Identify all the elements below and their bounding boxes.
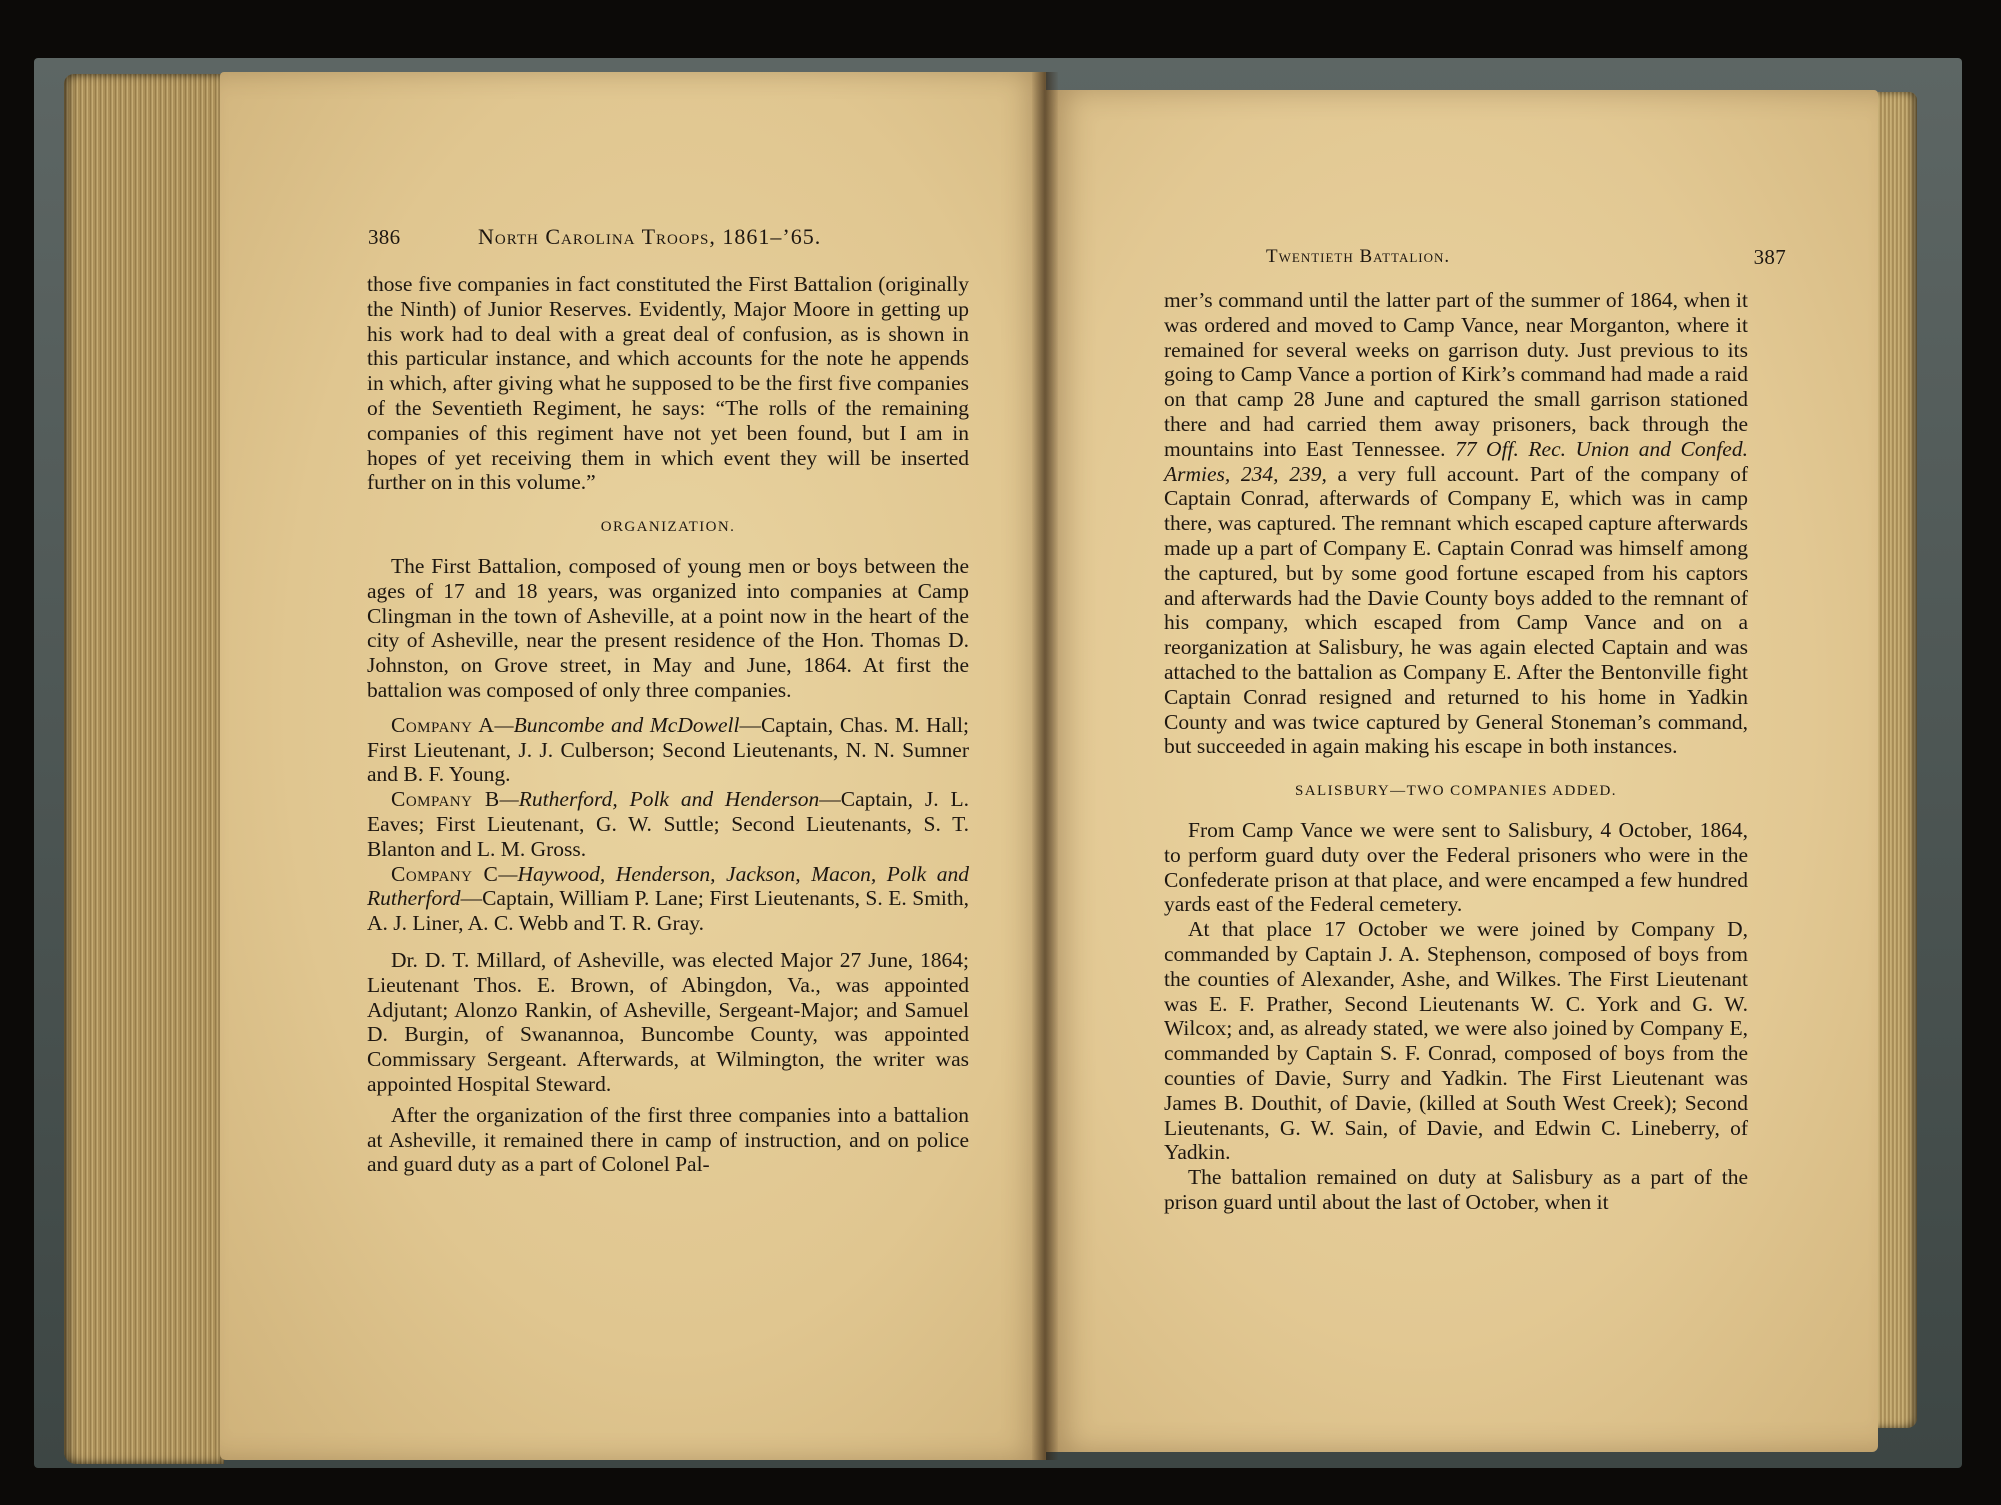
organization-paragraph: The First Battalion, composed of young men or boys between the ages of 17 and 18 years, was organized into companies at Camp Clingman in the town of Asheville, at a point now in the heart of the city of Asheville, near the present residence of the Hon. Thomas D. Johnston, on Grove street, in May and June, 1864. At first the battalion was composed of only three companies.	[367, 553, 969, 702]
record-citation: 77 Off. Rec. Union and Confed. Armies, 234, 239,	[1164, 436, 1748, 486]
left-page-edges	[64, 74, 224, 1464]
paragraph-text: mer’s command until the latter part of the summer of 1864, when it was ordered and moved to Camp Vance, near Morganton, where it remained for several weeks on garrison duty. Just previous to its going to Camp Vance a portion of Kirk’s command had made a raid on that camp 28 June and captured the small garrison stationed there and had carried them away prisoners, back through the mountains into East Tennessee.	[1164, 288, 1748, 461]
company-entry	[367, 713, 969, 787]
staff-paragraph: Dr. D. T. Millard, of Asheville, was elected Major 27 June, 1864; Lieutenant Thos. E. Brown, of Abingdon, Va., was appointed Adjutant; Alonzo Rankin, of Asheville, Sergeant-Major; and Samuel D. Burgin, of Swanannoa, Buncombe County, was appointed Commissary Sergeant. Afterwards, at Wilmington, the writer was appointed Hospital Steward.	[367, 947, 969, 1096]
right-page-body	[1164, 288, 1748, 1215]
continuation-paragraph	[1164, 288, 1748, 759]
left-page-body	[367, 272, 969, 1177]
left-page-number: 386	[368, 225, 401, 249]
closing-paragraph: After the organization of the first three companies into a battalion at Asheville, it remained there in camp of instruction, and on police and guard duty as a part of Colonel Pal-	[367, 1102, 969, 1177]
section-heading-organization: ORGANIZATION.	[600, 519, 736, 536]
company-roster	[367, 713, 969, 936]
companies-joined-paragraph: At that place 17 October we were joined by Company D, commanded by Captain J. A. Stephenson, composed of boys from the counties of Alexander, Ashe, and Wilkes. The First Lieutenant was E. F. Prather, Second Lieutenants W. C. York and G. W. Wilcox; and, as already stated, we were also joined by Company E, commanded by Captain S. F. Conrad, composed of boys from the counties of Davie, Surry and Yadkin. The First Lieutenant was James B. Douthit, of Davie, (killed at South West Creek); Second Lieutenants, G. W. Sain, of Davie, and Edwin C. Lineberry, of Yadkin.	[1164, 917, 1748, 1165]
left-page	[220, 72, 1046, 1460]
company-counties: —Rutherford, Polk and Henderson	[499, 787, 820, 812]
right-page	[1046, 90, 1878, 1452]
left-page-header	[368, 220, 1040, 254]
right-page-header	[1266, 240, 1786, 274]
company-entry	[367, 862, 969, 936]
company-counties: —Buncombe and McDowell	[494, 712, 740, 737]
company-counties: —Haywood, Henderson, Jackson, Macon, Polk and Rutherford	[367, 861, 969, 911]
company-officers: —Captain, William P. Lane; First Lieutenants, S. E. Smith, A. J. Liner, A. C. Webb and T. R. Gray.	[367, 886, 969, 936]
right-page-number: 387	[1753, 245, 1786, 269]
company-label: Company C	[391, 861, 499, 886]
paragraph-text: a very full account. Part of the company of Captain Conrad, afterwards of Company E, which was in camp there, was captured. The remnant which escaped capture afterwards made up a part of Company E. Captain Conrad was himself among the captured, but by some good fortune escaped from his captors and afterwards had the Davie County boys added to the remnant of his company, which escaped from Camp Vance and on a reorganization at Salisbury, he was again elected Captain and was attached to the battalion as Company E. After the Bentonville fight Captain Conrad resigned and returned to his home in Yadkin County and was twice captured by General Stoneman’s command, but succeeded in again making his escape in both instances.	[1164, 461, 1748, 759]
company-label: Company A	[391, 712, 495, 737]
right-page-edges	[1875, 92, 1917, 1428]
book-gutter	[1032, 72, 1058, 1460]
company-entry	[367, 787, 969, 861]
company-officers: —Captain, J. L. Eaves; First Lieutenant, G. W. Suttle; Second Lieutenants, S. T. Blanton and L. M. Gross.	[367, 787, 969, 861]
left-running-head: North Carolina Troops, 1861–’65.	[478, 224, 822, 249]
salisbury-paragraph: From Camp Vance we were sent to Salisbury, 4 October, 1864, to perform guard duty over the Federal prisoners who were in the Confederate prison at that place, and were encamped a few hundred yards east of the Federal cemetery.	[1164, 817, 1748, 917]
section-heading-salisbury: SALISBURY—TWO COMPANIES ADDED.	[1295, 783, 1617, 800]
company-officers: —Captain, Chas. M. Hall; First Lieutenant, J. J. Culberson; Second Lieutenants, N. N. Sumner and B. F. Young.	[367, 712, 969, 787]
right-running-head: Twentieth Battalion.	[1266, 246, 1451, 267]
opening-paragraph: those five companies in fact constituted the First Battalion (originally the Ninth) of Junior Reserves. Evidently, Major Moore in getting up his work had to deal with a great deal of confusion, as is shown in this particular instance, and which accounts for the note he appends in which, after giving what he supposed to be the first five companies of the Seventieth Regiment, he says: “The rolls of the remaining companies of this regiment have not yet been found, but I am in hopes of yet receiving them in which event they will be inserted further on in this volume.”	[367, 272, 969, 495]
prison-guard-paragraph: The battalion remained on duty at Salisbury as a part of the prison guard until about the last of October, when it	[1164, 1165, 1748, 1214]
company-label: Company B	[391, 787, 500, 812]
